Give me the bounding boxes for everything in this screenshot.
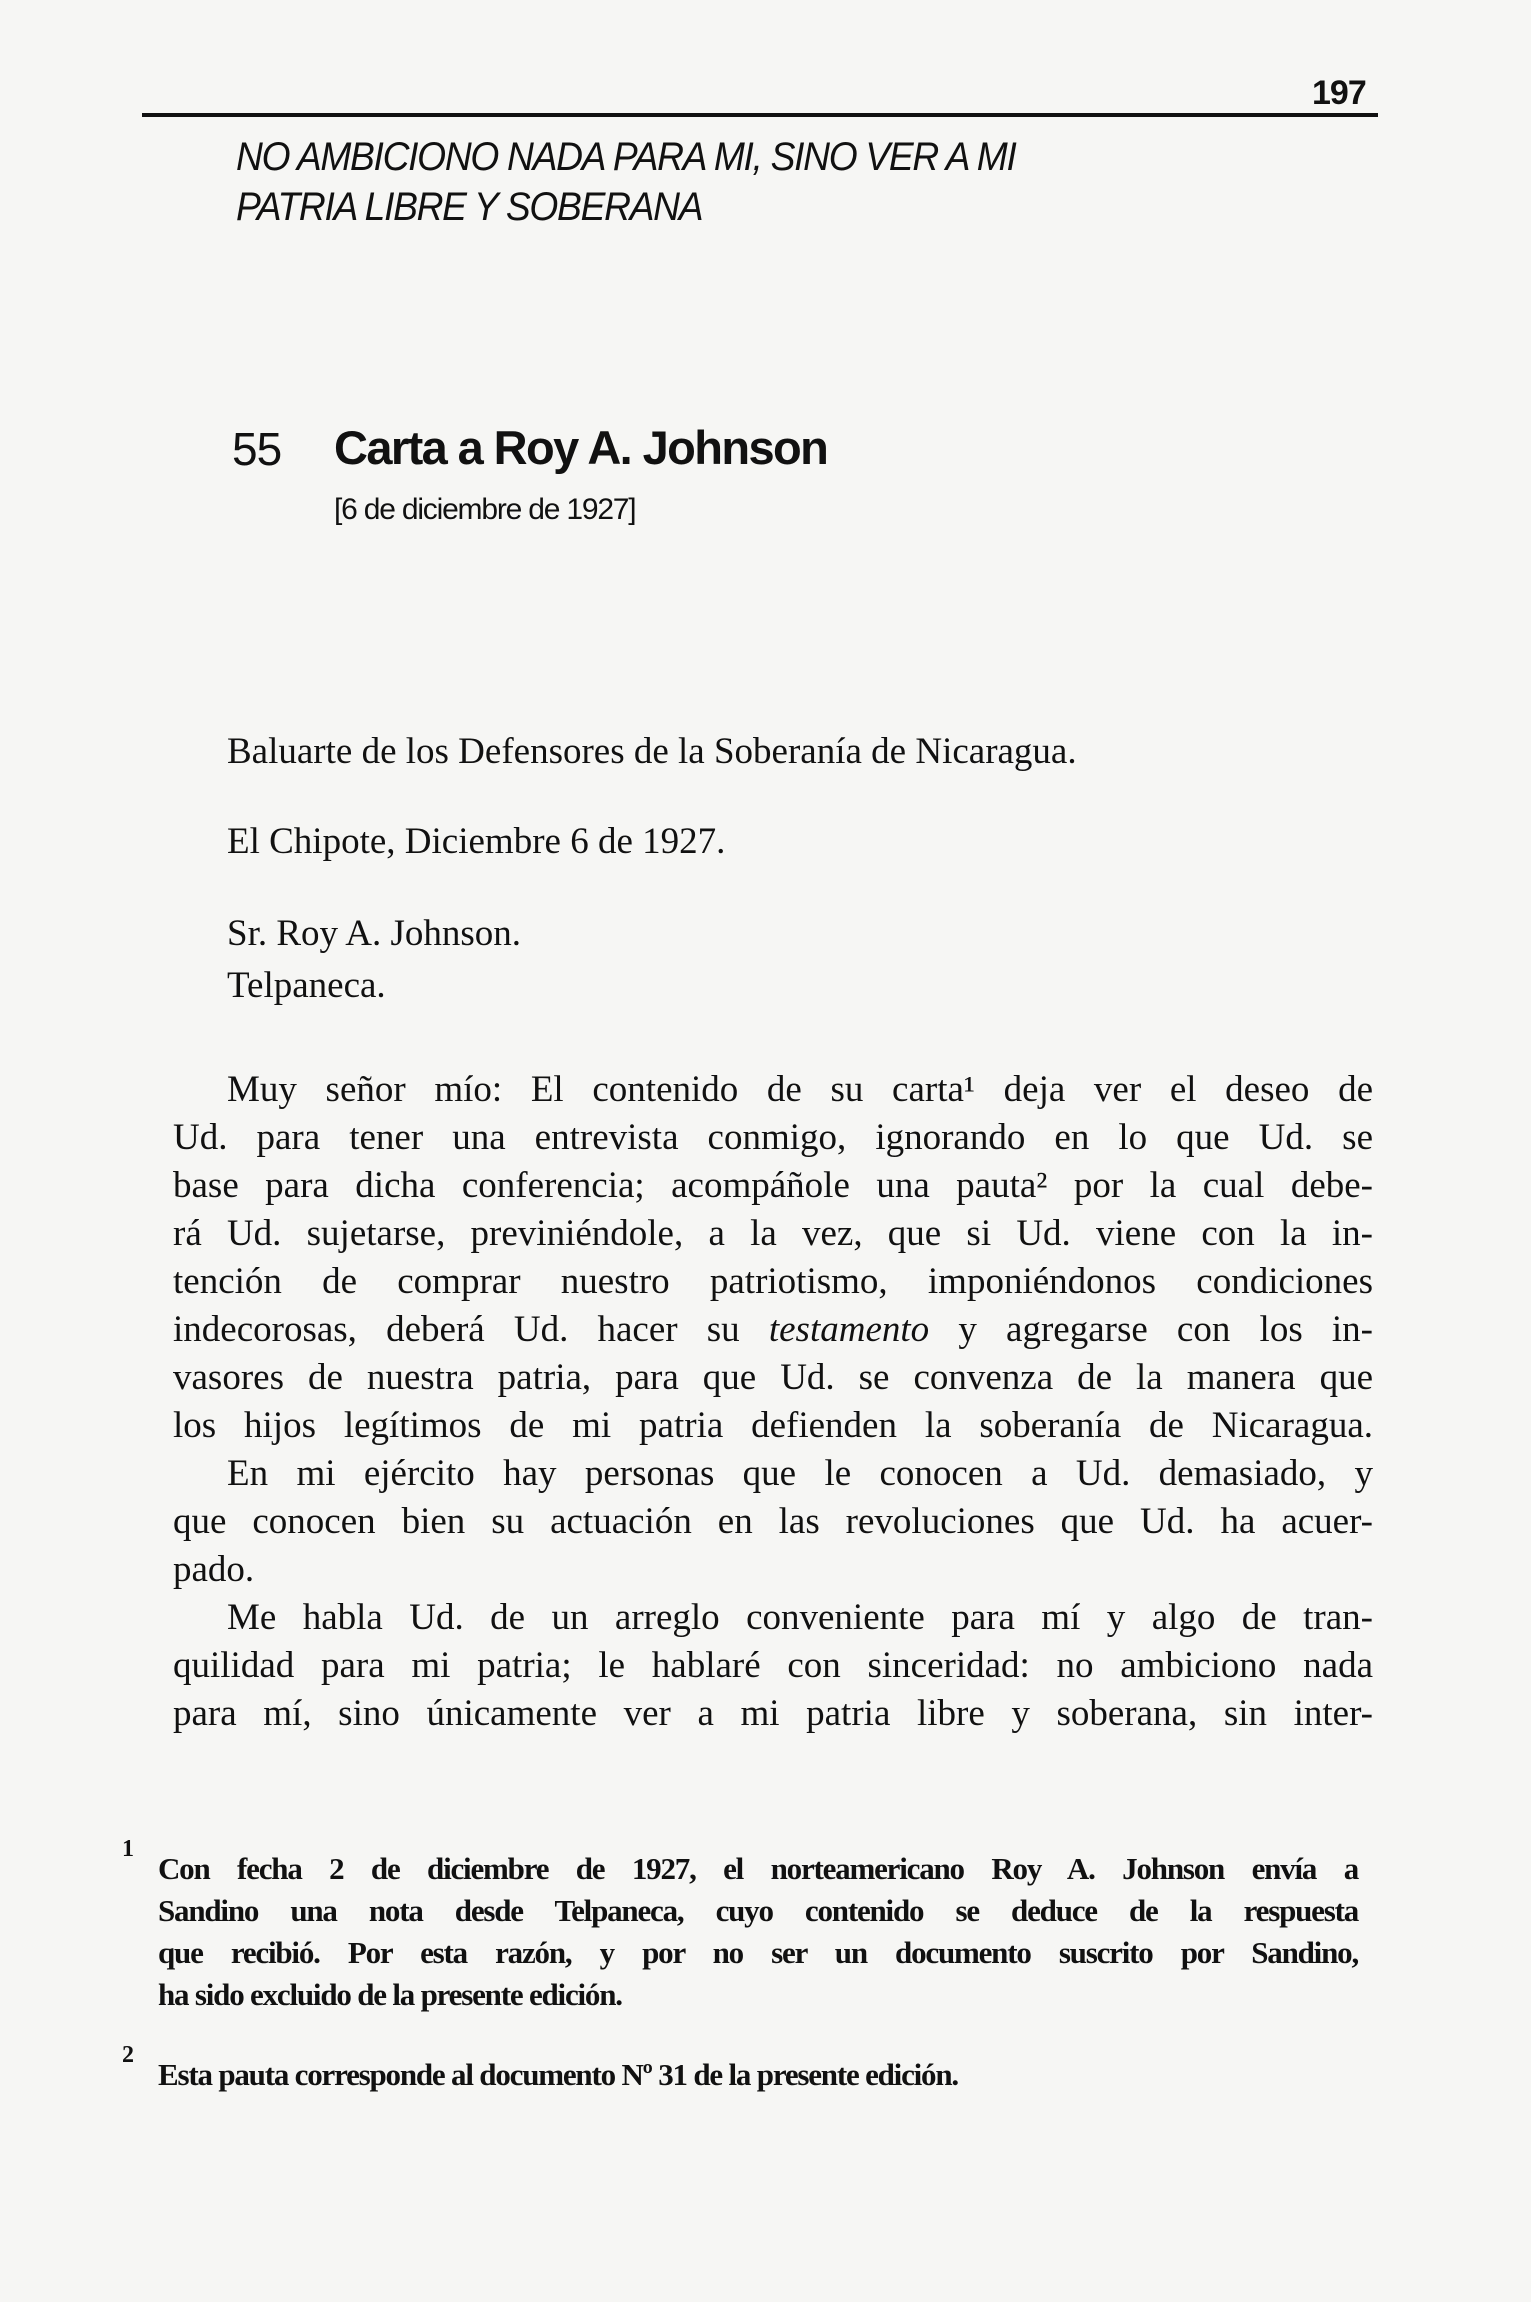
footnote-mark: 2 <box>122 2042 134 2068</box>
body-line: los hijos legítimos de mi patria defienden la soberanía de Nicaragua. <box>173 1405 1373 1446</box>
footnote-line: Esta pauta corresponde al documento Nº 31 de la presente edición. <box>158 2057 958 2092</box>
footnote-line: ha sido excluido de la presente edición. <box>158 1977 622 2012</box>
body-line: rá Ud. sujetarse, previniéndole, a la vez, que si Ud. viene con la in- <box>173 1213 1373 1254</box>
body-line: En mi ejército hay personas que le conocen a Ud. demasiado, y <box>227 1453 1373 1494</box>
footnote-line: que recibió. Por esta razón, y por no ser un documento suscrito por Sandino, <box>158 1935 1358 1970</box>
footnote-line: Con fecha 2 de diciembre de 1927, el norteamericano Roy A. Johnson envía a <box>158 1851 1358 1886</box>
header-rule <box>142 113 1378 117</box>
body-text: indecorosas, deberá Ud. hacer su <box>173 1309 769 1350</box>
body-line: vasores de nuestra patria, para que Ud. se convenza de la manera que <box>173 1357 1373 1398</box>
addressee-name: Sr. Roy A. Johnson. <box>227 913 522 954</box>
letter-heading: Baluarte de los Defensores de la Soberanía de Nicaragua. <box>227 731 1077 772</box>
document-date: [6 de diciembre de 1927] <box>334 493 636 526</box>
body-text: y agregarse con los in- <box>929 1309 1373 1350</box>
body-line: Muy señor mío: El contenido de su carta¹ deja ver el deseo de <box>227 1069 1373 1110</box>
body-line <box>173 1306 1373 1354</box>
body-line: quilidad para mi patria; le hablaré con sinceridad: no ambiciono nada <box>173 1645 1373 1686</box>
body-line: Me habla Ud. de un arreglo conveniente para mí y algo de tran- <box>227 1597 1373 1638</box>
running-head-line: NO AMBICIONO NADA PARA MI, SINO VER A MI <box>236 135 1016 179</box>
addressee-place: Telpaneca. <box>227 965 386 1006</box>
emphasis-testamento: testamento <box>768 1309 930 1350</box>
body-line: que conocen bien su actuación en las revoluciones que Ud. ha acuer- <box>173 1501 1373 1542</box>
document-number: 55 <box>232 423 282 475</box>
footnote-mark: 1 <box>122 1836 134 1862</box>
page-number: 197 <box>1312 74 1366 112</box>
letter-place-date: El Chipote, Diciembre 6 de 1927. <box>227 821 726 862</box>
footnote-line: Sandino una nota desde Telpaneca, cuyo contenido se deduce de la respuesta <box>158 1893 1358 1928</box>
body-line: para mí, sino únicamente ver a mi patria libre y soberana, sin inter- <box>173 1693 1373 1734</box>
body-line: pado. <box>173 1549 255 1590</box>
body-line: base para dicha conferencia; acompáñole una pauta² por la cual debe- <box>173 1165 1373 1206</box>
body-line: Ud. para tener una entrevista conmigo, ignorando en lo que Ud. se <box>173 1117 1373 1158</box>
document-title: Carta a Roy A. Johnson <box>334 421 828 474</box>
body-line: tención de comprar nuestro patriotismo, imponiéndonos condiciones <box>173 1261 1373 1302</box>
running-head-line: PATRIA LIBRE Y SOBERANA <box>236 185 703 229</box>
running-head <box>236 132 1016 232</box>
